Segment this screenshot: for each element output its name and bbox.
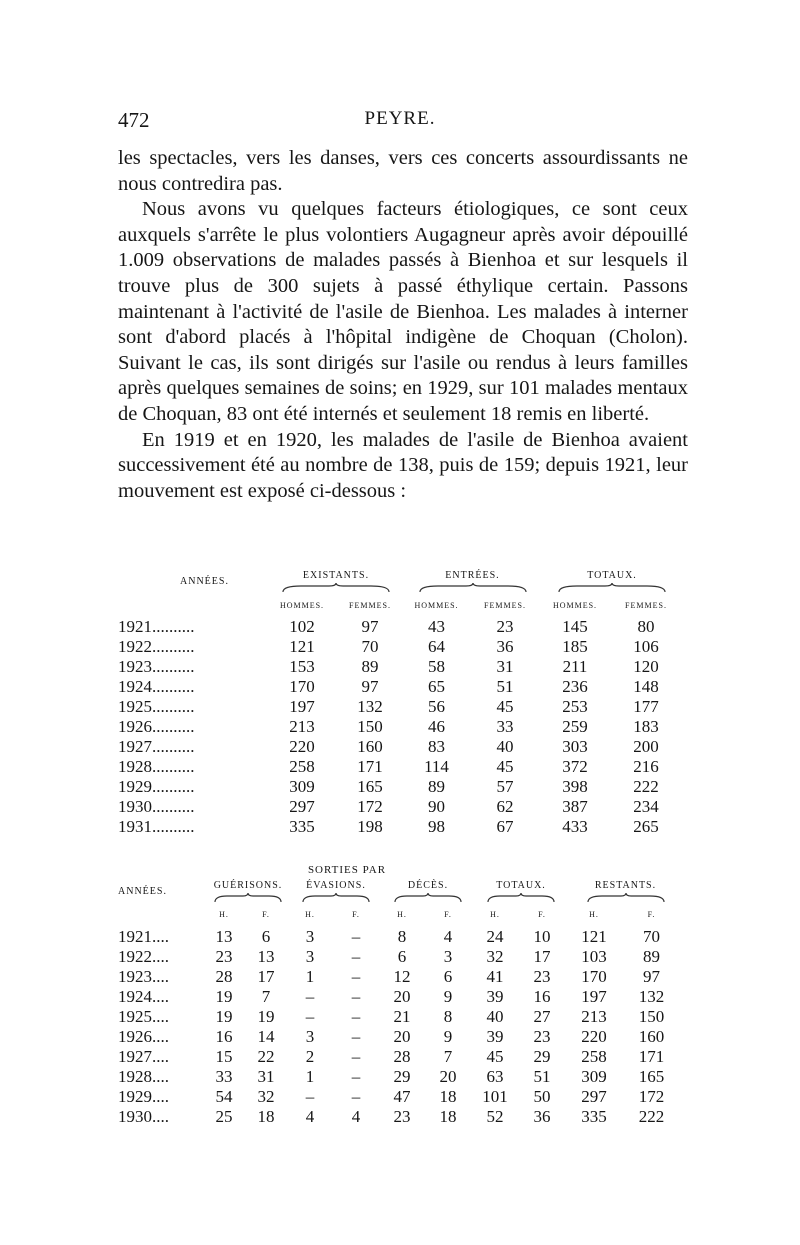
table-row: 1927.... 15 22 2 – 28 7 45 29 258 171 [118,1046,665,1066]
table-row: 1925.......... 197 132 56 45 253 177 [118,697,659,716]
table-row: 1931.......... 335 198 98 67 433 265 [118,817,659,836]
table-row: 1924.......... 170 97 65 51 236 148 [118,677,659,696]
sub-header-h: H. [397,910,407,920]
col-header-sorties: SORTIES PAR [307,863,387,876]
sub-header-femmes: FEMMES. [625,600,667,610]
paragraph: En 1919 et en 1920, les malades de l'asile de Bienhoa avaient successivement été au nombre de 138, puis de 159; depuis 1921, leur mouvement est exposé ci-dessous : [118,428,688,502]
table-row: 1926.... 16 14 3 – 20 9 39 23 220 160 [118,1026,665,1046]
movement-table-sorties [118,860,683,1127]
col-header-annees: ANNÉES. [118,885,167,897]
running-title: PEYRE. [364,108,436,129]
brace-icon [393,893,463,903]
paragraph: Nous avons vu quelques facteurs étiologiques, ce sont ceux auxquels s'arrête le plus volontiers Augagneur après avoir dépouillé 1.009 observations de malades passés à Bienhoa et sur lesquels il trouve plus de 300 sujets à passé éthylique certain. Passons maintenant à l'activité de l'asile de Bienhoa. Les malades à interner sont d'abord placés à l'hôpital indigène de Choquan (Cholon). Suivant le cas, ils sont dirigés sur l'asile ou rendus à leurs familles après quelques semaines de soins; en 1929, sur 101 malades mentaux de Choquan, 83 ont été internés et seulement 18 remis en liberté. [118,198,688,425]
page-number: 472 [118,108,150,132]
col-header-entrees: ENTRÉES. [404,570,541,593]
table-row: 1927.......... 220 160 83 40 303 200 [118,737,659,756]
col-header-evasions: ÉVASIONS. [290,880,382,903]
table-row: 1928.... 33 31 1 – 29 20 63 51 309 165 [118,1066,665,1086]
running-header [118,108,682,136]
table-row: 1926.......... 213 150 46 33 259 183 [118,717,659,736]
table-row: 1925.... 19 19 – – 21 8 40 27 213 150 [118,1006,665,1026]
sub-header-h: H. [589,910,599,920]
sub-header-femmes: FEMMES. [484,600,526,610]
table-row: 1922.... 23 13 3 – 6 3 32 17 103 89 [118,946,660,966]
table-row: 1929.......... 309 165 89 57 398 222 [118,777,659,796]
col-header-existants: EXISTANTS. [268,570,404,593]
brace-icon [486,893,556,903]
sub-header-h: H. [490,910,500,920]
table-row: 1923.... 28 17 1 – 12 6 41 23 170 97 [118,966,660,986]
sub-header-f: F. [262,910,270,920]
sub-header-hommes: HOMMES. [552,600,598,610]
sub-header-hommes: HOMMES. [414,600,459,610]
brace-icon [557,583,667,593]
col-header-guerisons: GUÉRISONS. [206,880,290,903]
sub-header-hommes: HOMMES. [279,600,325,610]
sub-header-f: F. [647,910,656,920]
sub-header-h: H. [219,910,229,920]
body-text [118,146,688,504]
sub-header-f: F. [444,910,452,920]
brace-icon [281,583,391,593]
table-row: 1923.......... 153 89 58 31 211 120 [118,657,659,676]
table-row: 1930.... 25 18 4 4 23 18 52 36 335 222 [118,1106,665,1126]
col-header-deces: DÉCÈS. [382,880,474,903]
col-header-annees: ANNÉES. [180,576,229,587]
table-row: 1928.......... 258 171 114 45 372 216 [118,757,659,776]
movement-table-existants [118,570,683,837]
col-header-totaux: TOTAUX. [474,880,568,903]
brace-icon [213,893,283,903]
table-row: 1921.... 13 6 3 – 8 4 24 10 121 70 [118,926,660,946]
sub-header-h: H. [305,910,315,920]
brace-icon [418,583,528,593]
sub-header-femmes: FEMMES. [349,600,391,610]
brace-icon [301,893,371,903]
paragraph: les spectacles, vers les danses, vers ces concerts assourdissants ne nous contredira pas. [118,147,688,195]
col-header-totaux: TOTAUX. [541,570,683,593]
table-row: 1929.... 54 32 – – 47 18 101 50 297 172 [118,1086,665,1106]
table-row: 1922.......... 121 70 64 36 185 106 [118,637,659,656]
brace-icon [586,893,666,903]
sub-header-f: F. [352,910,360,920]
table-row: 1921.......... 102 97 43 23 145 80 [118,617,655,636]
table-row: 1924.... 19 7 – – 20 9 39 16 197 132 [118,986,665,1006]
col-header-restants: RESTANTS. [568,880,683,903]
sub-header-f: F. [538,910,546,920]
table-row: 1930.......... 297 172 90 62 387 234 [118,797,659,816]
